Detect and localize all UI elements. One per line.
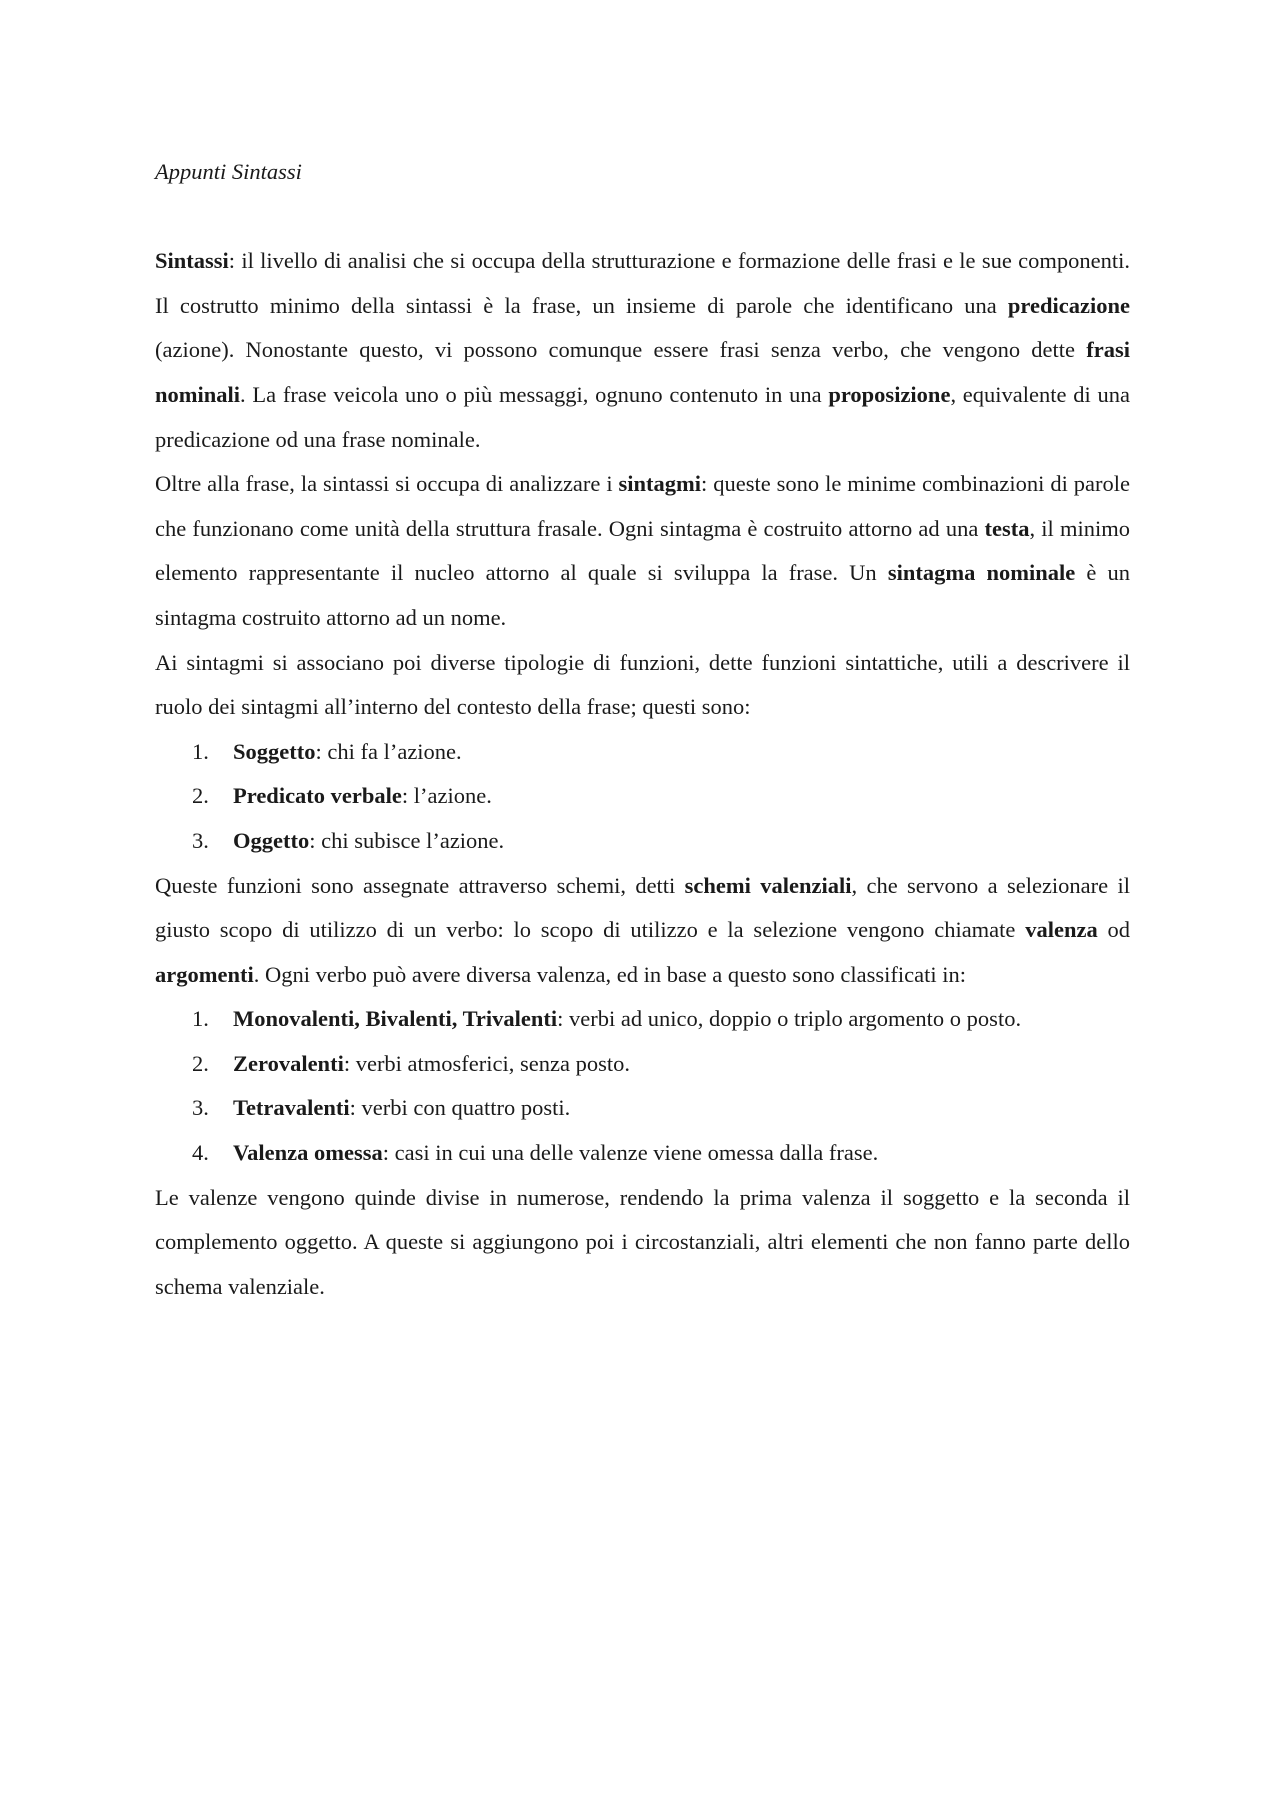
term-sintagmi: sintagmi xyxy=(618,471,702,497)
paragraph-valenze-conclusione: Le valenze vengono quinde divise in numerose, rendendo la prima valenza il soggetto e la seconda il complemento oggetto. A queste si aggiungono poi i circostanziali, altri elementi che non fanno parte dello schema valenziale. xyxy=(155,1184,1130,1299)
term-frasi-nominali: frasi nominali xyxy=(155,337,1130,407)
term-argomenti: argomenti xyxy=(155,961,254,987)
term-predicazione: predicazione xyxy=(1007,292,1130,318)
term-valenza: valenza xyxy=(1025,917,1098,943)
list-valenze xyxy=(155,997,1130,1175)
paragraph-schemi-valenziali: Queste funzioni sono assegnate attraverso schemi, detti schemi valenziali, che servono a selezionare il giusto scopo di utilizzo di un verbo: lo scopo di utilizzo e la selezione vengono chiamate valenza od argomenti. Ogni verbo può avere diversa valenza, ed in base a questo sono classificati in: xyxy=(155,872,1130,987)
paragraph-sintassi-definition: Sintassi: il livello di analisi che si occupa della strutturazione e formazione delle frasi e le sue componenti. Il costrutto minimo della sintassi è la frase, un insieme di parole che identificano una predicazione (azione). Nonostante questo, vi possono comunque essere frasi senza verbo, che vengono dette frasi nominali. La frase veicola uno o più messaggi, ognuno contenuto in una proposizione, equivalente di una predicazione od una frase nominale. xyxy=(155,248,1130,452)
term-proposizione: proposizione xyxy=(828,381,951,407)
list-item: 1. Soggetto: chi fa l’azione. xyxy=(192,738,462,764)
paragraph-sintagmi: Oltre alla frase, la sintassi si occupa di analizzare i sintagmi: queste sono le minime combinazioni di parole che funzionano come unità della struttura frasale. Ogni sintagma è costruito attorno ad una testa, il minimo elemento rappresentante il nucleo attorno al quale si sviluppa la frase. Un sintagma nominale è un sintagma costruito attorno ad un nome. xyxy=(155,471,1131,630)
list-item: 2. Zerovalenti: verbi atmosferici, senza posto. xyxy=(192,1050,630,1076)
list-item: 1. Monovalenti, Bivalenti, Trivalenti: verbi ad unico, doppio o triplo argomento o posto. xyxy=(192,1006,1022,1032)
term-testa: testa xyxy=(984,515,1030,541)
document-page xyxy=(155,150,1130,1309)
list-item: 3. Tetravalenti: verbi con quattro posti. xyxy=(192,1095,571,1121)
term-sintagma-nominale: sintagma nominale xyxy=(887,560,1076,586)
term-schemi-valenziali: schemi valenziali xyxy=(684,872,852,898)
document-title: Appunti Sintassi xyxy=(155,159,302,184)
paragraph-funzioni-sintattiche: Ai sintagmi si associano poi diverse tipologie di funzioni, dette funzioni sintattiche, utili a descrivere il ruolo dei sintagmi all’interno del contesto della frase; questi sono: xyxy=(155,649,1130,720)
list-funzioni xyxy=(155,730,1130,864)
list-item: 4. Valenza omessa: casi in cui una delle valenze viene omessa dalla frase. xyxy=(192,1140,879,1166)
term-sintassi: Sintassi xyxy=(155,248,229,274)
list-item: 2. Predicato verbale: l’azione. xyxy=(192,783,492,809)
list-item: 3. Oggetto: chi subisce l’azione. xyxy=(192,827,505,853)
